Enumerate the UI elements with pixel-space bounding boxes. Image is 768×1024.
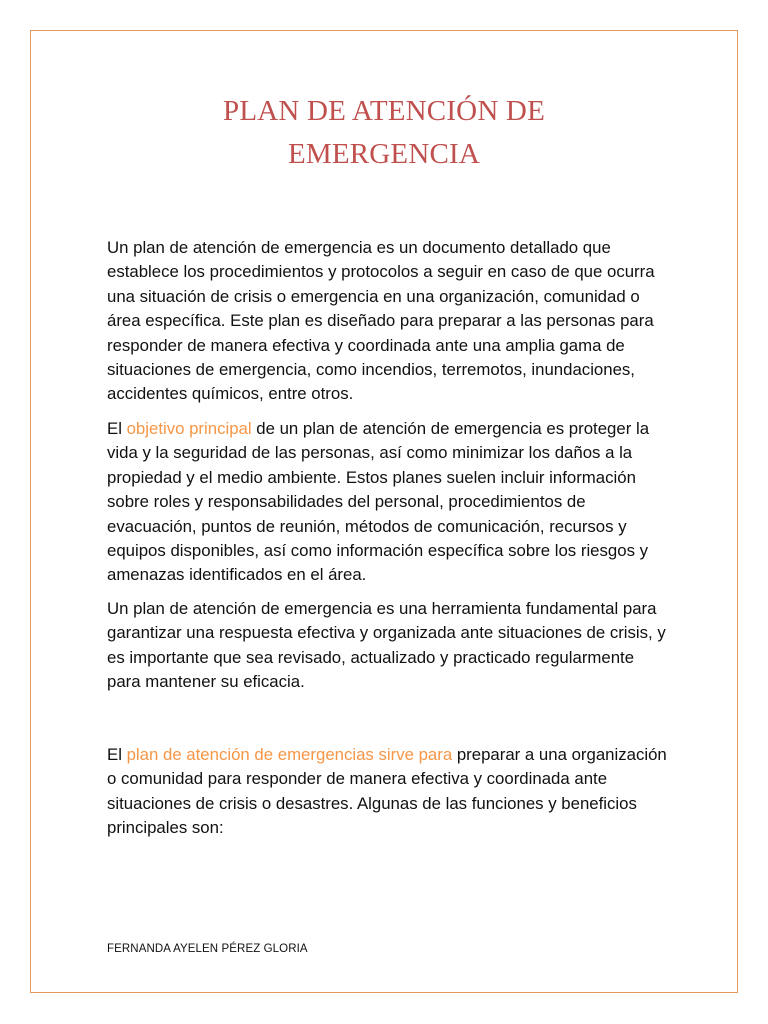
- paragraph-2-text: [107, 417, 667, 588]
- paragraph-4: [107, 743, 667, 841]
- title-line-1: PLAN DE ATENCIÓN DE: [223, 95, 545, 127]
- paragraph-2-suffix: de un plan de atención de emergencia es proteger la vida y la seguridad de las personas, así como minimizar los daños a la propiedad y el medio ambiente. Estos planes suelen incluir información sobre roles y responsabilidades del personal, procedimientos de evacuación, puntos de reunión, métodos de comunicación, recursos y equipos disponibles, así como información específica sobre los riesgos y amenazas identificados en el área.: [107, 419, 650, 585]
- paragraph-4-text: [107, 743, 667, 841]
- paragraph-2: [107, 417, 667, 588]
- paragraph-1: [107, 236, 667, 407]
- footer-author: FERNANDA AYELEN PÉREZ GLORIA: [107, 943, 308, 955]
- paragraph-3: [107, 597, 667, 695]
- paragraph-1-text: Un plan de atención de emergencia es un documento detallado que establece los procedimientos y protocolos a seguir en caso de que ocurra una situación de crisis o emergencia en una organización, comunidad o área específica. Este plan es diseñado para preparar a las personas para responder de manera efectiva y coordinada ante una amplia gama de situaciones de emergencia, como incendios, terremotos, inundaciones, accidentes químicos, entre otros.: [107, 238, 655, 404]
- paragraph-4-suffix: preparar a una organización o comunidad para responder de manera efectiva y coordinada ante situaciones de crisis o desastres. Algunas de las funciones y beneficios principales son:: [107, 745, 667, 838]
- objetivo-principal-highlight: objetivo principal: [126, 419, 252, 438]
- paragraph-4-prefix: El: [107, 745, 127, 764]
- paragraph-3-text: Un plan de atención de emergencia es una herramienta fundamental para garantizar una respuesta efectiva y organizada ante situaciones de crisis, y es importante que sea revisado, actualizado y practicado regularmente para mantener su eficacia.: [107, 599, 666, 692]
- document-title: [100, 90, 668, 176]
- title-line-2: EMERGENCIA: [287, 138, 481, 170]
- plan-sirve-para-highlight: plan de atención de emergencias sirve para: [126, 745, 453, 764]
- paragraph-2-prefix: El: [107, 419, 127, 438]
